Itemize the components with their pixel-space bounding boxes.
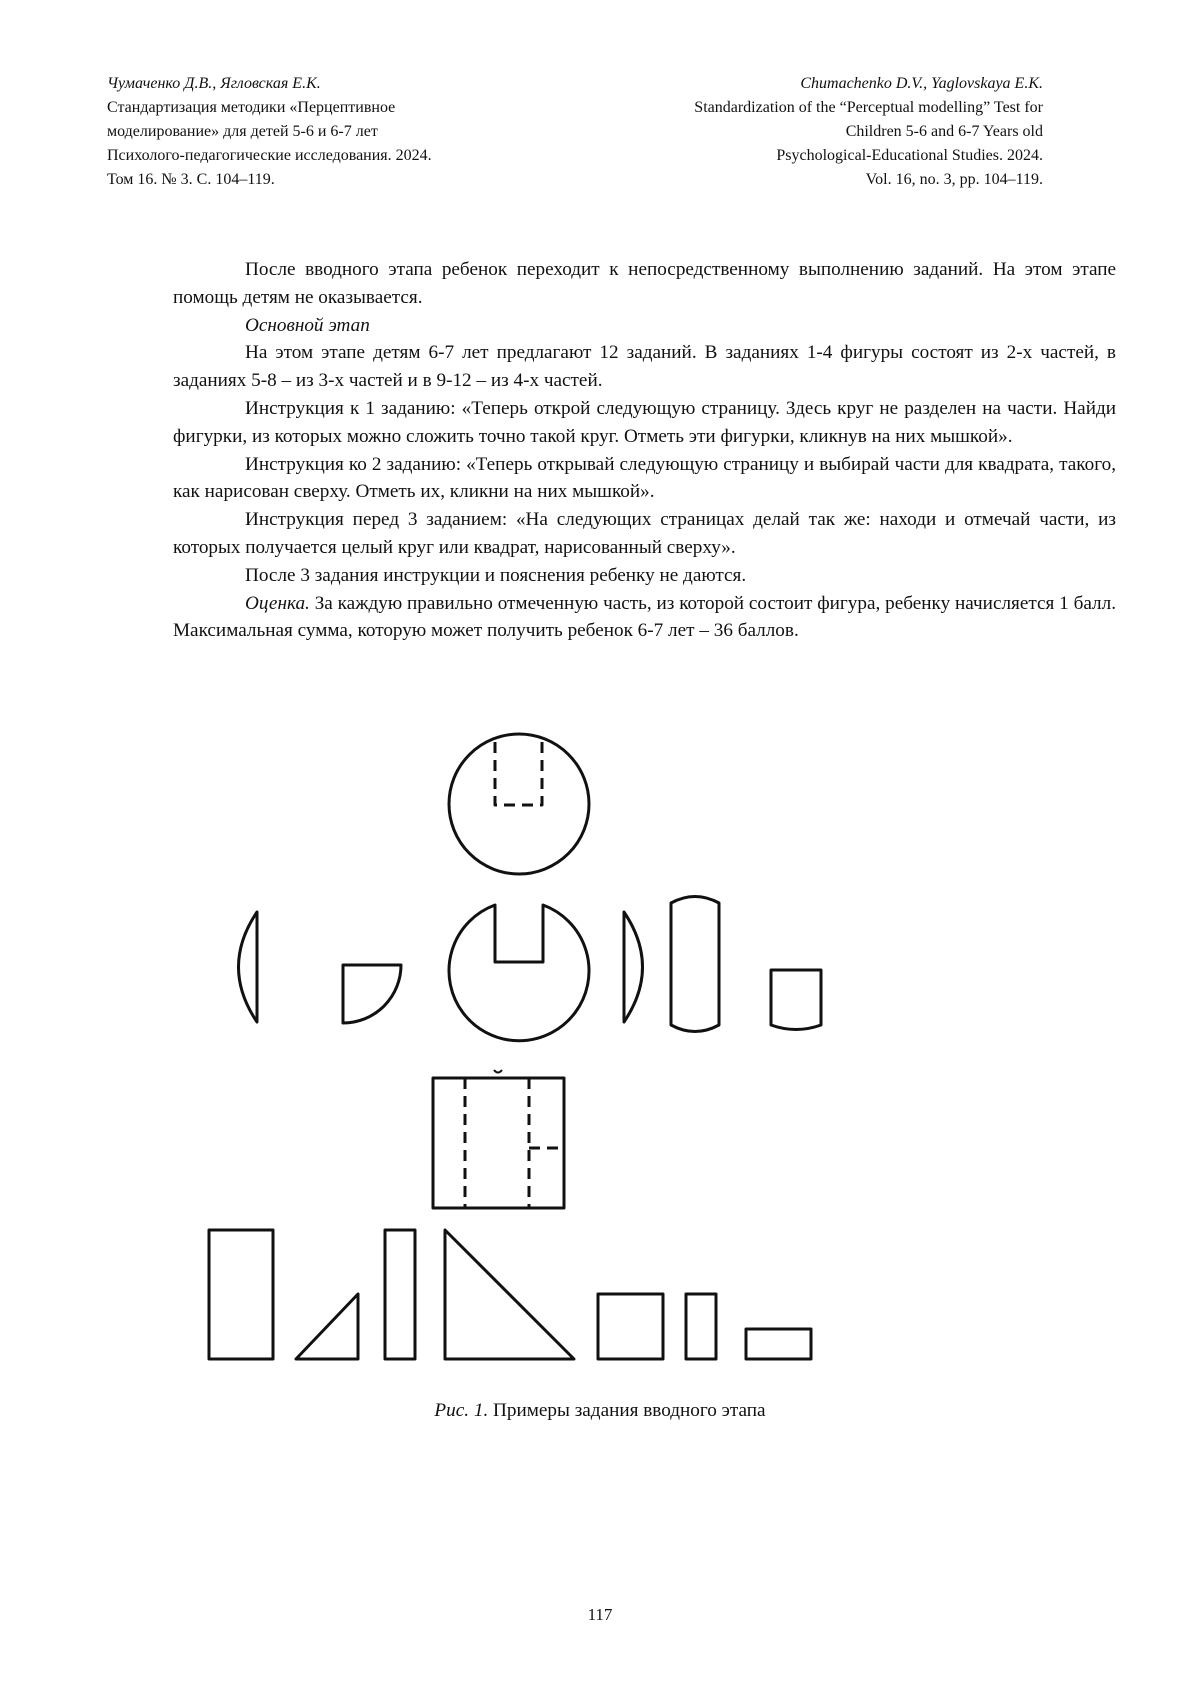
header-right-journal: Psychological-Educational Studies. 2024. <box>694 144 1043 168</box>
piece-small-curved-rect <box>771 970 821 1030</box>
header-right-title-line2: Children 5-6 and 6-7 Years old <box>694 120 1043 144</box>
header-left-authors: Чумаченко Д.В., Ягловская Е.К. <box>107 72 432 96</box>
target-circle-shape <box>449 734 589 874</box>
piece-flat-rectangle <box>746 1329 811 1359</box>
piece-large-right-triangle <box>445 1230 574 1359</box>
caption-label: Рис. 1. <box>434 1400 488 1421</box>
piece-square <box>598 1294 663 1359</box>
paragraph-instruction-2: Инструкция ко 2 заданию: «Теперь открывай следующую страницу и выбирай части для квадрата, такого, как нарисован сверху. Отметь их, кликни на них мышкой». <box>173 451 1116 507</box>
scoring-text: За каждую правильно отмеченную часть, из которой состоит фигура, ребенку начисляется 1 балл. Максимальная сумма, которую может получить ребенок 6-7 лет – 36 баллов. <box>173 593 1116 642</box>
piece-quarter-disc <box>343 965 401 1023</box>
header-left-journal: Психолого-педагогические исследования. 2024. <box>107 144 432 168</box>
paragraph-instruction-1: Инструкция к 1 заданию: «Теперь открой следующую страницу. Здесь круг не разделен на части. Найди фигурки, из которых можно сложить точно такой круг. Отметь эти фигурки, кликнув на них мышкой». <box>173 395 1116 451</box>
piece-narrow-bar <box>385 1230 415 1359</box>
header-right-title-line1: Standardization of the “Perceptual modelling” Test for <box>694 96 1043 120</box>
piece-tall-rounded-bar <box>671 897 719 1032</box>
header-left-volume: Том 16. № 3. С. 104–119. <box>107 168 432 192</box>
paragraph-tasks: На этом этапе детям 6-7 лет предлагают 12 заданий. В заданиях 1-4 фигуры состоят из 2-х частей, в заданиях 5-8 – из 3-х частей и в 9-12 – из 4-х частей. <box>173 339 1116 395</box>
header-left-title-line1: Стандартизация методики «Перцептивное <box>107 96 432 120</box>
paragraph-after-3: После 3 задания инструкции и пояснения ребенку не даются. <box>173 562 1116 590</box>
figure-caption <box>0 1400 1200 1422</box>
scoring-lead: Оценка. <box>245 593 310 614</box>
figure-1-task-examples <box>0 0 1200 1697</box>
piece-right-half-lens <box>624 912 643 1022</box>
piece-small-bar <box>686 1294 716 1359</box>
paragraph-instruction-3: Инструкция перед 3 заданием: «На следующих страницах делай так же: находи и отмечай части, из которых получается целый круг или квадрат, нарисованный сверху». <box>173 506 1116 562</box>
piece-circle-with-notch <box>449 905 589 1041</box>
section-heading-main-stage: Основной этап <box>173 312 1116 340</box>
header-right-authors: Chumachenko D.V., Yaglovskaya E.K. <box>694 72 1043 96</box>
header-left-title-line2: моделирование» для детей 5-6 и 6-7 лет <box>107 120 432 144</box>
target-square-shape <box>433 1070 564 1208</box>
page-number: 117 <box>0 1605 1200 1625</box>
piece-small-right-triangle <box>296 1294 358 1359</box>
piece-left-half-lens <box>239 912 258 1022</box>
caption-text: Примеры задания вводного этапа <box>488 1400 765 1421</box>
header-right-volume: Vol. 16, no. 3, pp. 104–119. <box>694 168 1043 192</box>
paragraph-intro: После вводного этапа ребенок переходит к непосредственному выполнению заданий. На этом этапе помощь детям не оказывается. <box>173 256 1116 312</box>
piece-tall-rectangle <box>209 1230 273 1359</box>
